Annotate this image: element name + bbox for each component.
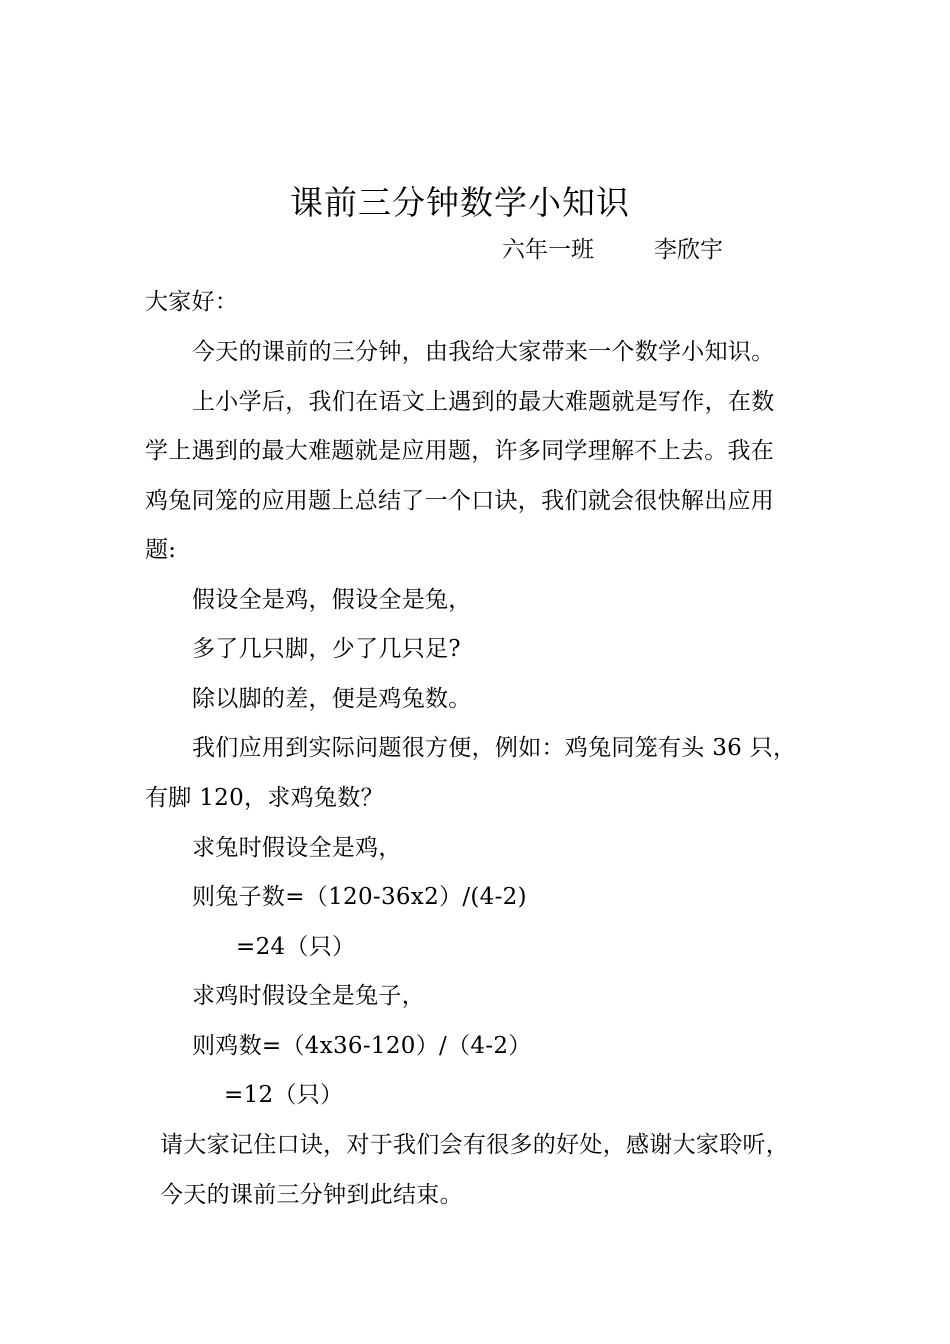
solution-line: 求鸡时假设全是兔子， — [192, 983, 425, 1009]
paragraph-line: 有脚 120，求鸡兔数？ — [145, 785, 384, 811]
author-line — [502, 233, 723, 267]
solution-formula: 则鸡数=（4x36-120）/（4-2） — [192, 1033, 532, 1059]
solution-result: =12（只） — [224, 1082, 344, 1108]
solution-formula: 则兔子数=（120-36x2）/(4-2) — [192, 884, 527, 910]
closing-line: 今天的课前三分钟到此结束。 — [160, 1182, 463, 1208]
document-title: 课前三分钟数学小知识 — [290, 183, 630, 222]
rhyme-line: 假设全是鸡，假设全是兔， — [192, 587, 472, 613]
paragraph-line: 鸡兔同笼的应用题上总结了一个口诀，我们就会很快解出应用 — [145, 488, 775, 514]
solution-result: =24（只） — [236, 934, 356, 960]
author-name: 李欣宇 — [654, 237, 723, 263]
paragraph-line: 我们应用到实际问题很方便，例如：鸡兔同笼有头 36 只， — [192, 735, 797, 761]
greeting: 大家好： — [145, 289, 239, 315]
paragraph-line: 今天的课前的三分钟，由我给大家带来一个数学小知识。 — [192, 339, 775, 365]
paragraph-line: 上小学后，我们在语文上遇到的最大难题就是写作，在数 — [192, 389, 775, 415]
paragraph-line: 学上遇到的最大难题就是应用题，许多同学理解不上去。我在 — [145, 438, 775, 464]
author-class: 六年一班 — [502, 237, 594, 263]
paragraph-line: 题: — [145, 537, 177, 563]
closing-line: 请大家记住口诀，对于我们会有很多的好处，感谢大家聆听， — [160, 1132, 790, 1158]
rhyme-line: 多了几只脚，少了几只足? — [192, 636, 461, 662]
rhyme-line: 除以脚的差，便是鸡兔数。 — [192, 686, 472, 712]
solution-line: 求兔时假设全是鸡， — [192, 835, 402, 861]
